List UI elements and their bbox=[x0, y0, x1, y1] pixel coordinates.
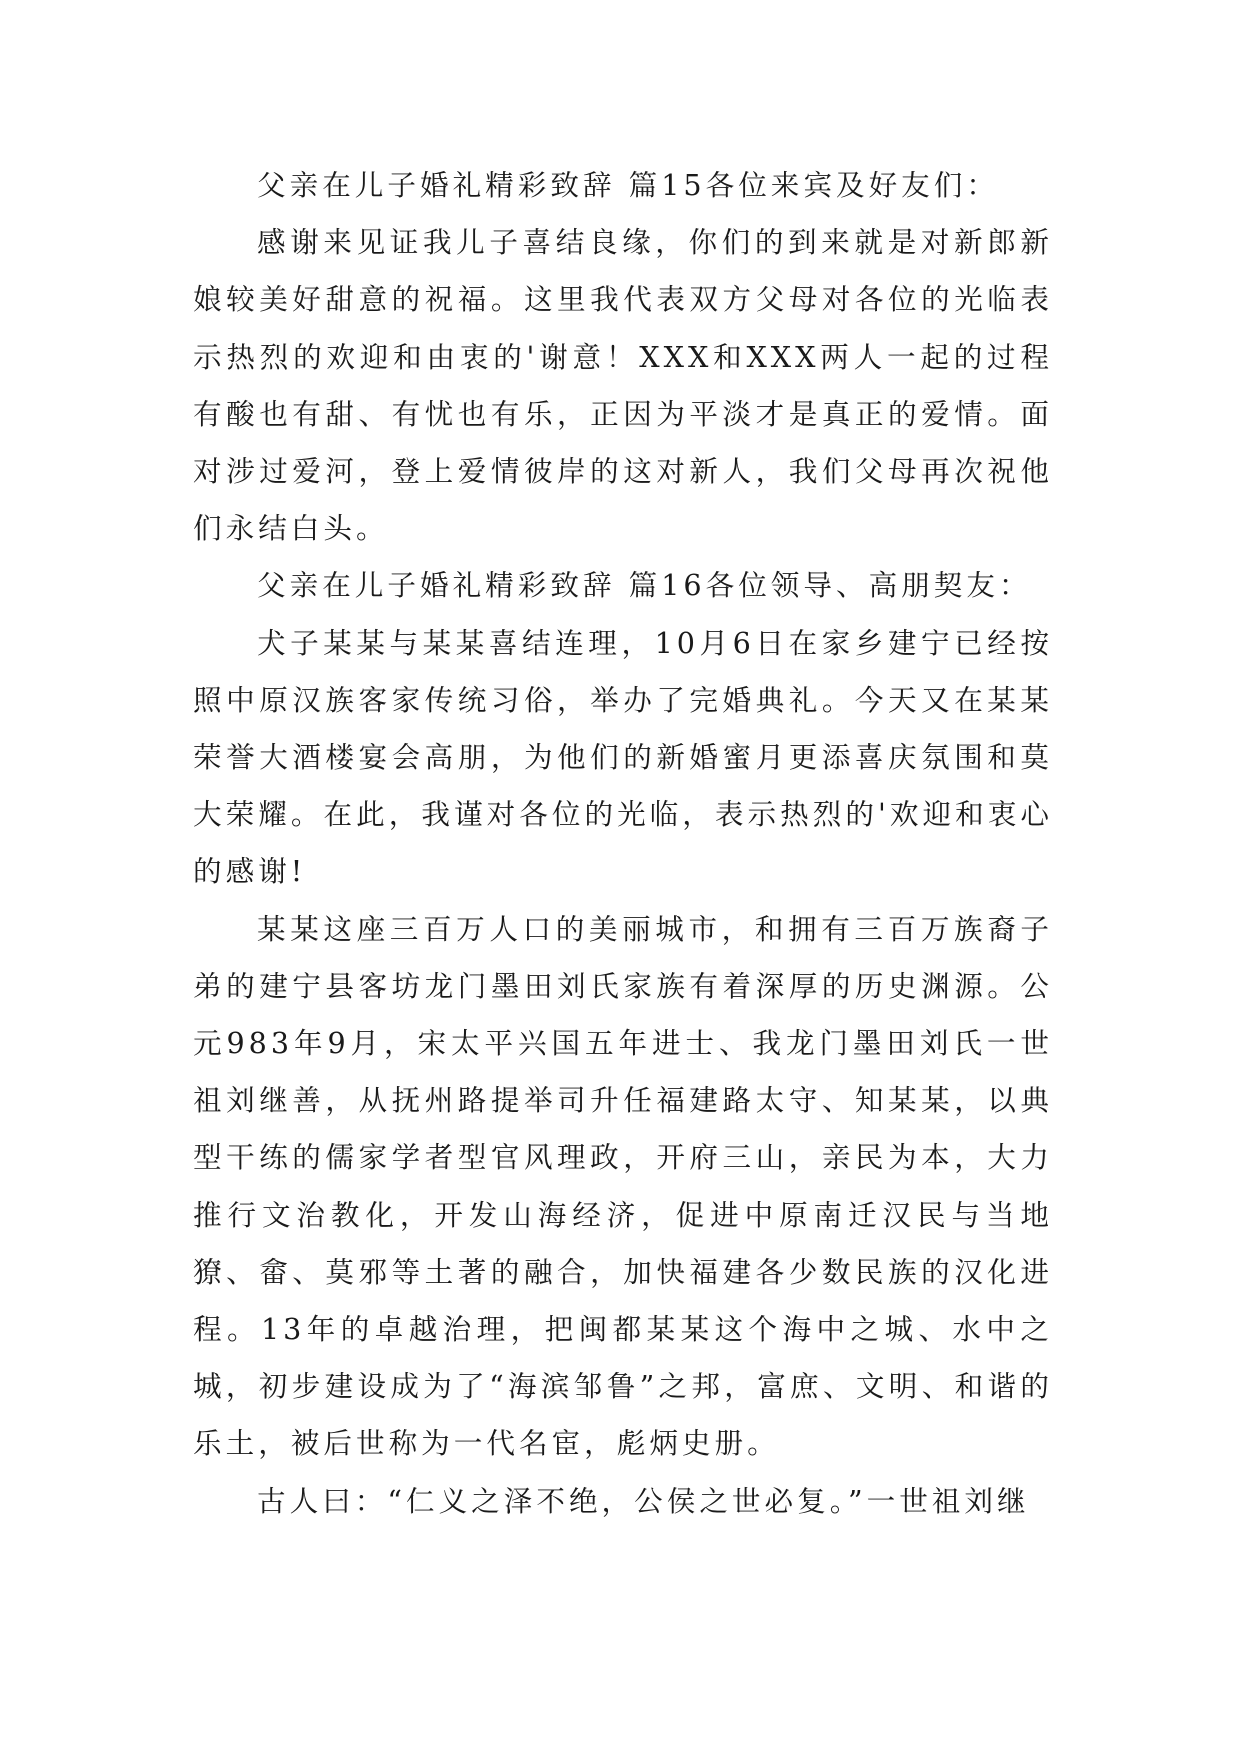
document-body bbox=[193, 157, 1053, 1530]
paragraph-speech-15-body: 感谢来见证我儿子喜结良缘，你们的到来就是对新郎新娘较美好甜意的祝福。这里我代表双方父母对各位的光临表示热烈的欢迎和由衷的'谢意！XXX和XXX两人一起的过程有酸也有甜、有忧也有乐，正因为平淡才是真正的爱情。面对涉过爱河，登上爱情彼岸的这对新人，我们父母再次祝他们永结白头。 bbox=[193, 225, 1053, 546]
heading-speech-16: 父亲在儿子婚礼精彩致辞 篇16各位领导、高朋契友： bbox=[257, 568, 1032, 603]
paragraph-city-history: 某某这座三百万人口的美丽城市，和拥有三百万族裔子弟的建宁县客坊龙门墨田刘氏家族有着深厚的历史渊源。公元983年9月，宋太平兴国五年进士、我龙门墨田刘氏一世祖刘继善，从抚州路提举司升任福建路太守、知某某，以典型干练的儒家学者型官风理政，开府三山，亲民为本，大力推行文治教化，开发山海经济，促进中原南迁汉民与当地獠、畲、莫邪等土著的融合，加快福建各少数民族的汉化进程。13年的卓越治理，把闽都某某这个海中之城、水中之城，初步建设成为了“海滨邹鲁”之邦，富庶、文明、和谐的乐土，被后世称为一代名宦，彪炳史册。 bbox=[193, 911, 1053, 1461]
heading-speech-15: 父亲在儿子婚礼精彩致辞 篇15各位来宾及好友们： bbox=[257, 168, 999, 202]
paragraph-ancient-saying: 古人曰：“仁义之泽不绝，公侯之世必复。”一世祖刘继 bbox=[257, 1483, 1030, 1518]
paragraph-speech-16-intro: 犬子某某与某某喜结连理，10月6日在家乡建宁已经按照中原汉族客家传统习俗，举办了完婚典礼。今天又在某某荣誉大酒楼宴会高朋，为他们的新婚蜜月更添喜庆氛围和莫大荣耀。在此，我谨对各位的光临，表示热烈的'欢迎和衷心的感谢! bbox=[193, 625, 1053, 889]
